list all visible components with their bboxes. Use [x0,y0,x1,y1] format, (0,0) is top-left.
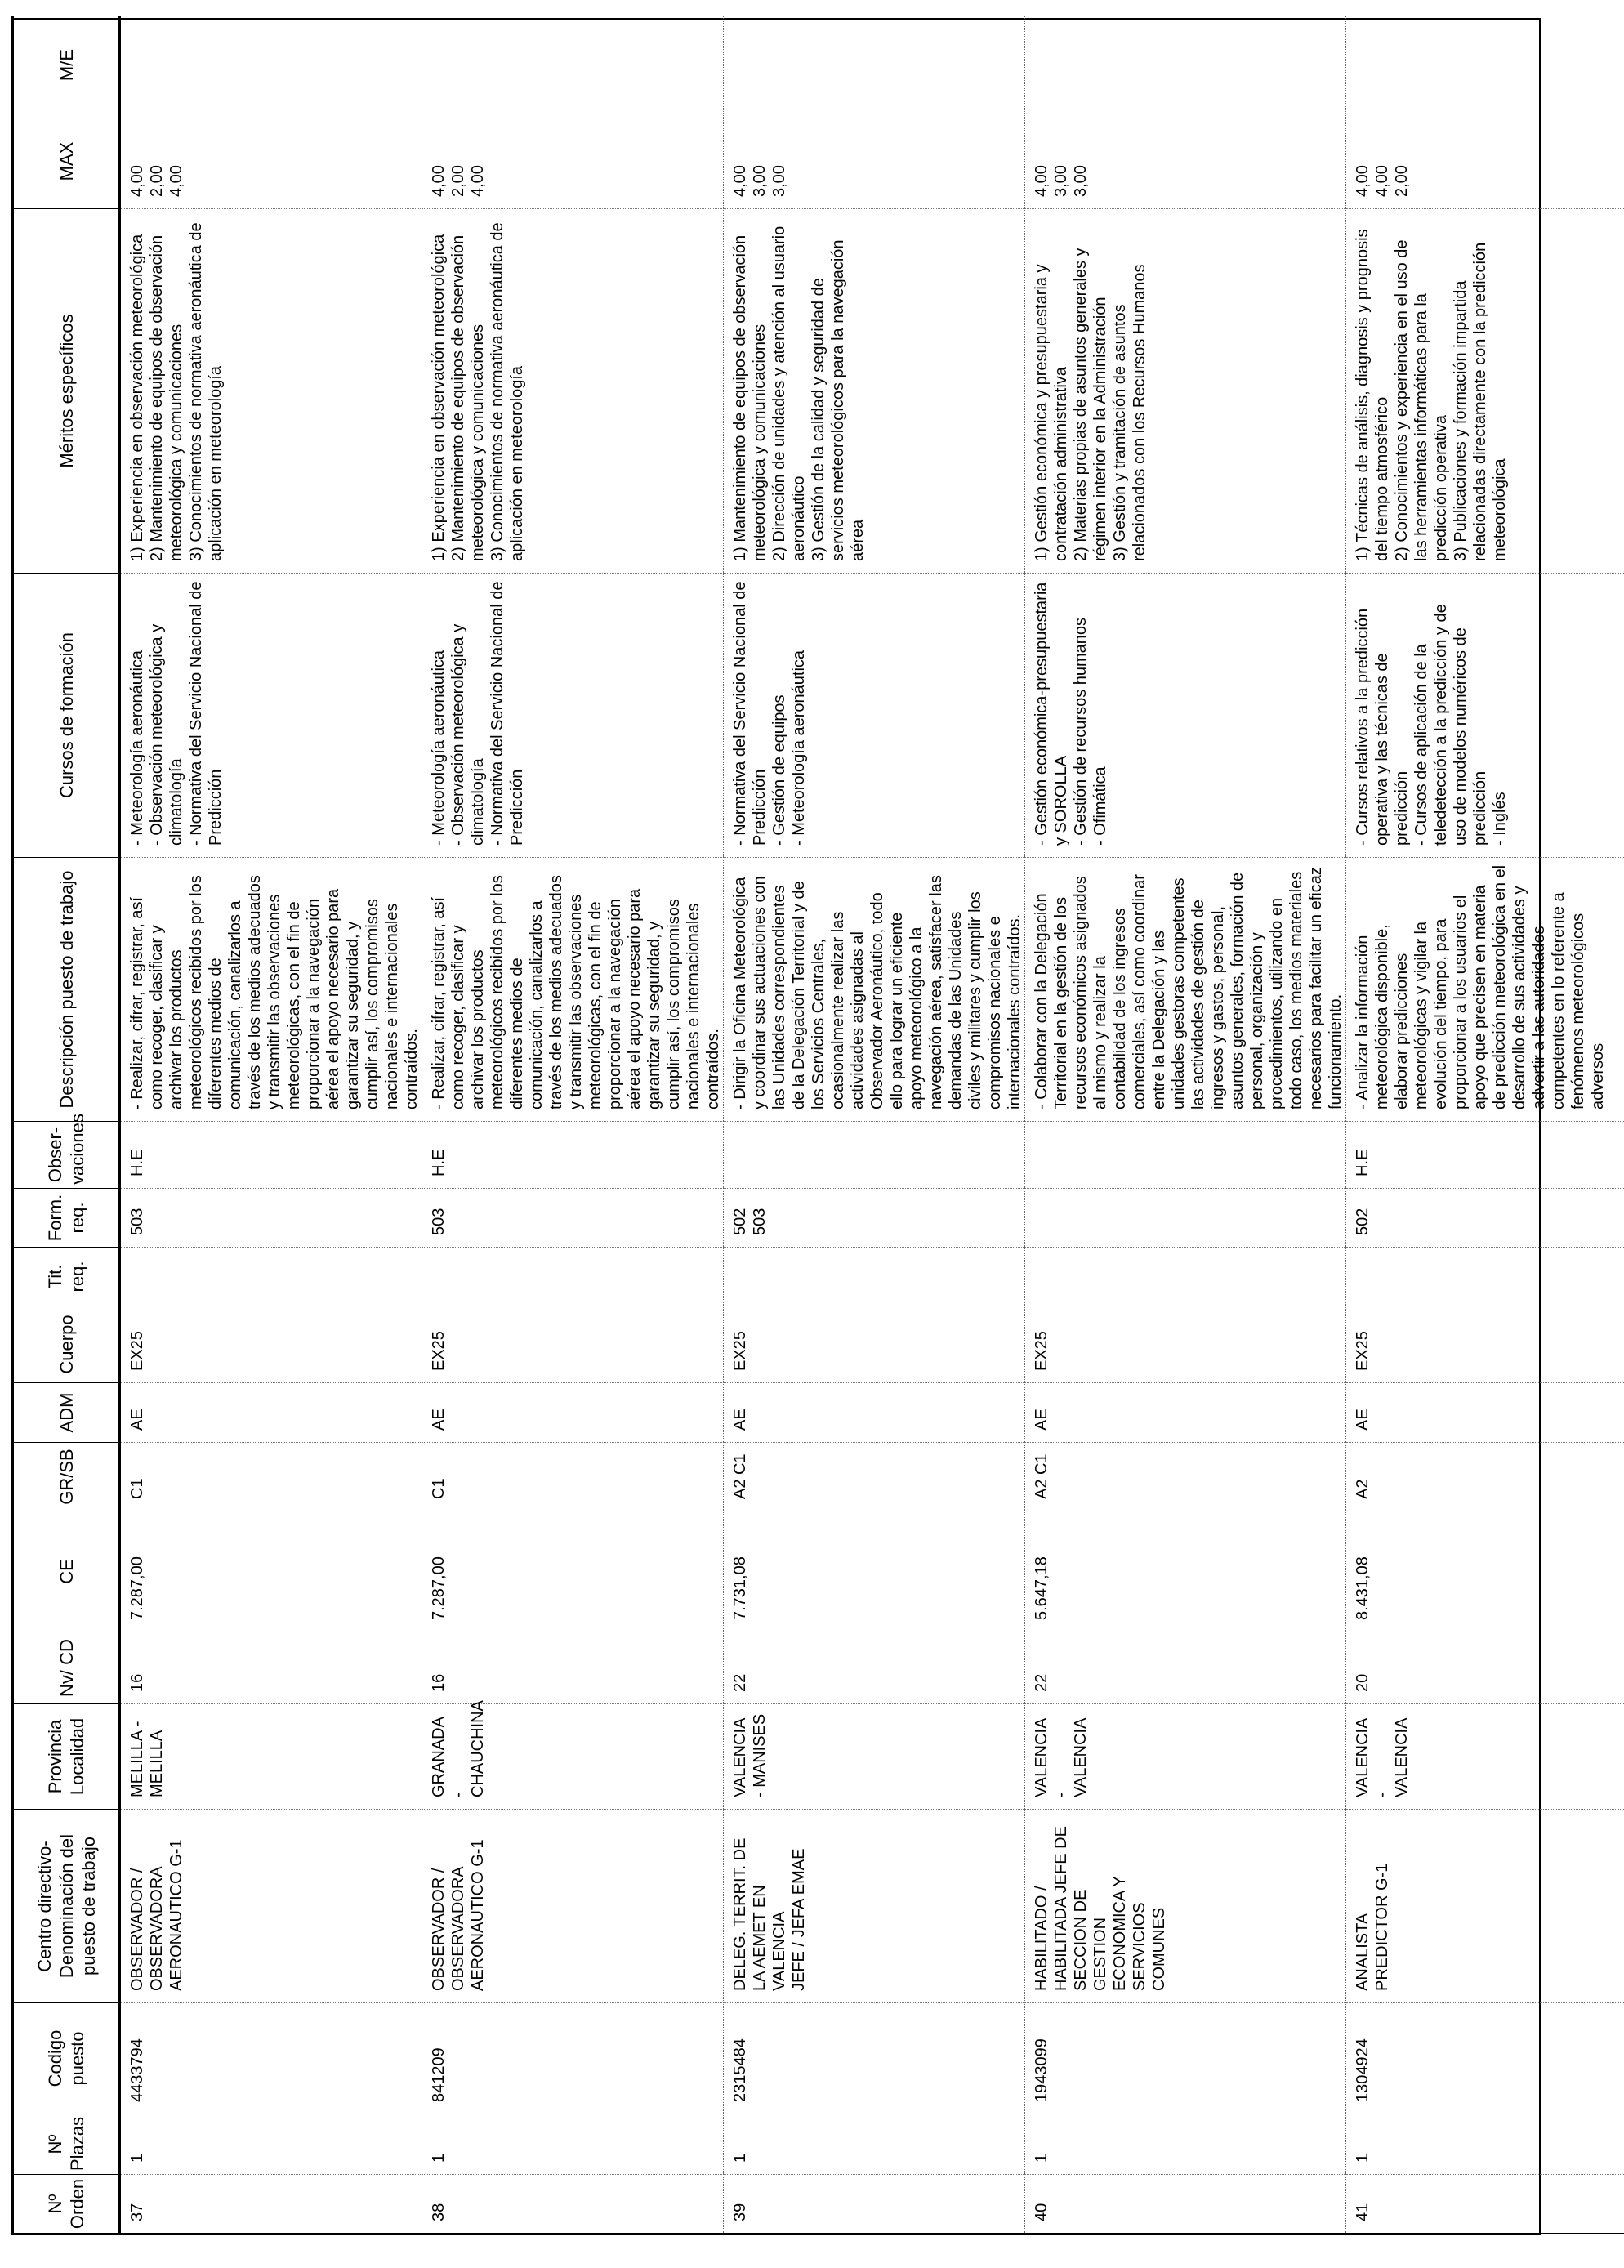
cell-centro [724,1810,1025,2003]
cell-nivel: 20 [1346,1632,1624,1704]
max-item: 2,00 [449,165,467,197]
max-item: 2,00 [148,165,166,197]
cell-titulacion [724,1248,1025,1306]
table-row [1346,16,1624,2234]
cell-observaciones: H.E [1346,1122,1624,1189]
header-max: MAX [13,114,120,209]
max-item: 2,00 [1393,165,1411,197]
cell-orden: 41 [1346,2175,1624,2234]
meritos-item: 2) Conocimientos y experiencia en el uso de las herramientas informáticas para la predicción operativa [1393,239,1450,561]
header-adm: ADM [13,1383,120,1443]
header-plazas: Nº Plazas [13,2114,120,2175]
max-item: 4,00 [1033,165,1051,197]
meritos-item: 2) Mantenimiento de equipos de observación meteorológica y comunicaciones [148,234,185,561]
cell-me [724,16,1025,114]
cell-provincia: GRANADA - CHAUCHINA [422,1704,724,1810]
max-item: 3,00 [770,165,788,197]
cell-ce: 7.731,08 [724,1511,1025,1632]
meritos-item: 3) Gestión de la calidad y seguridad de servicios meteorológicos para la navegación aérea [810,239,867,561]
cell-meritos [724,209,1025,574]
meritos-item: 3) Gestión y tramitación de asuntos relacionados con los Recursos Humanos [1111,264,1149,561]
cell-adm: AE [1346,1383,1624,1443]
cell-descripcion: - Dirigir la Oficina Meteorológica y coordinar sus actuaciones con las Unidades correspondientes de la Delegación Territorial y de los Servicios Centrales, ocasionalmente realizar las actividades asignadas al Observador Aeronáutico, todo ello para lograr un eficiente apoyo meteorológico a la navegación aérea, satisfacer las demandas de las Unidades civiles y militares y cumplir los compromisos nacionales e internacionales contraídos. [724,858,1025,1122]
cell-meritos [1025,209,1346,574]
cell-provincia: VALENCIA - VALENCIA [1346,1704,1624,1810]
cell-ce: 7.287,00 [422,1511,724,1632]
cell-codigo: 841209 [422,2003,724,2114]
cell-observaciones [1025,1122,1346,1189]
meritos-item: 1) Mantenimiento de equipos de observación meteorológica y comunicaciones [731,234,769,561]
header-me: M/E [13,16,120,114]
centro-text: OBSERVADOR / OBSERVADORA AERONAUTICO G-1 [430,1839,487,1991]
max-item: 4,00 [1354,165,1372,197]
cursos-item: - Cursos de aplicación de la teledetección a la predicción y de uso de modelos numéricos de predicción [1412,604,1489,846]
cell-nivel: 16 [422,1632,724,1704]
max-item: 4,00 [128,165,146,197]
cursos-item: - Inglés [1491,792,1509,846]
cell-ce: 7.287,00 [120,1511,422,1632]
cell-orden: 39 [724,2175,1025,2234]
cell-me [1025,16,1346,114]
header-centro: Centro directivo- Denominación del puesto de trabajo [13,1810,120,2003]
cell-descripcion: - Colaborar con la Delegación Territorial en la gestión de los recursos económicos asignados al mismo y realizar la contabilidad de los ingresos comerciales, así como coordinar entre la Delegación y las unidades gestoras competentes las actividades de gestión de ingresos y gastos, personal, asuntos generales, formación de personal, organización y procedimientos, utilizando en todo caso, los medios materiales necesarios para facilitar un eficaz funcionamiento. [1025,858,1346,1122]
cell-grupo: A2 C1 [1025,1443,1346,1511]
header-cursos: Cursos de formación [13,574,120,858]
cell-max [1346,114,1624,209]
header-nivel: Nv/ CD [13,1632,120,1704]
cell-cuerpo: EX25 [724,1306,1025,1383]
cell-centro [120,1810,422,2003]
cell-ce: 8.431,08 [1346,1511,1624,1632]
cell-meritos [422,209,724,574]
cell-cuerpo: EX25 [1025,1306,1346,1383]
cell-grupo: A2 [1346,1443,1624,1511]
table-body [120,16,1624,2234]
cell-formacion: 502 [1346,1189,1624,1248]
header-ce: CE [13,1511,120,1632]
meritos-item: 1) Gestión económica y presupuestaria y contratación administrativa [1033,264,1070,561]
max-item: 4,00 [430,165,448,197]
cell-grupo: C1 [422,1443,724,1511]
cell-nivel: 22 [1025,1632,1346,1704]
job-positions-table [11,16,1624,2234]
cell-cuerpo: EX25 [1346,1306,1624,1383]
header-provincia: Provincia Localidad [13,1704,120,1810]
cell-titulacion [1346,1248,1624,1306]
meritos-item: 1) Experiencia en observación meteorológica [128,234,146,561]
cell-centro [1025,1810,1346,2003]
cell-grupo: A2 C1 [724,1443,1025,1511]
cursos-item: - Gestión de equipos [770,694,788,846]
cell-formacion [1025,1189,1346,1248]
cell-cursos [1025,574,1346,858]
cell-observaciones: H.E [120,1122,422,1189]
cell-titulacion [422,1248,724,1306]
cell-descripcion: - Realizar, cifrar, registrar, así como recoger, clasificar y archivar los productos meteorológicos recibidos por los diferentes medios de comunicación, canalizarlos a través de los medios adecuados y transmitir las observaciones meteorológicas, con el fin de proporcionar a la navegación aérea el apoyo necesario para garantizar su seguridad, y cumplir así, los compromisos nacionales e internacionales contraídos. [120,858,422,1122]
cell-me [120,16,422,114]
cursos-item: - Observación meteorológica y climatología [449,623,487,846]
cursos-item: - Normativa del Servicio Nacional de Predicción [731,581,769,846]
cursos-item: - Gestión económica-presupuestaria y SOROLLA [1033,582,1070,846]
meritos-item: 3) Conocimientos de normativa aeronáutica de aplicación en meteorología [187,222,225,561]
cursos-item: - Cursos relativos a la predicción operativa y las técnicas de predicción [1354,608,1411,846]
cell-formacion: 502 503 [724,1189,1025,1248]
cell-cursos [1346,574,1624,858]
table-row [724,16,1025,2234]
cell-cuerpo: EX25 [120,1306,422,1383]
cursos-item: - Ofimática [1091,766,1109,846]
cell-centro [422,1810,724,2003]
cell-max [1025,114,1346,209]
max-item: 3,00 [1072,165,1090,197]
centro-header-text: DELEG. TERRIT. DE LA AEMET EN VALENCIA [731,1837,788,1991]
table-row [422,16,724,2234]
header-orden: Nº Orden [13,2175,120,2234]
meritos-item: 3) Publicaciones y formación impartida relacionadas directamente con la predicción meteorológica [1452,242,1509,561]
cell-provincia: VALENCIA - MANISES [724,1704,1025,1810]
meritos-item: 2) Dirección de unidades y atención al usuario aeronáutico [770,225,808,561]
meritos-item: 1) Experiencia en observación meteorológica [430,234,448,561]
centro-text: ANALISTA PREDICTOR G-1 [1354,1863,1391,1991]
header-titulacion: Tit. req. [13,1248,120,1306]
max-item: 4,00 [469,165,487,197]
header-formacion: Form. req. [13,1189,120,1248]
cell-titulacion [120,1248,422,1306]
table-frame [11,18,1607,2235]
header-observaciones: Obser- vaciones [13,1122,120,1189]
cell-formacion: 503 [120,1189,422,1248]
cell-max [422,114,724,209]
header-codigo: Codigo puesto [13,2003,120,2114]
cell-codigo: 1304924 [1346,2003,1624,2114]
cell-orden: 38 [422,2175,724,2234]
centro-text: HABILITADO / HABILITADA JEFE DE SECCION DE GESTION ECONOMICA Y SERVICIOS COMUNES [1033,1826,1168,1991]
cell-provincia: MELILLA - MELILLA [120,1704,422,1810]
cursos-item: - Gestión de recursos humanos [1072,617,1090,846]
cell-provincia: VALENCIA - VALENCIA [1025,1704,1346,1810]
cell-me [1346,16,1624,114]
cell-nivel: 22 [724,1632,1025,1704]
cell-cursos [120,574,422,858]
cell-nivel: 16 [120,1632,422,1704]
cell-observaciones [724,1122,1025,1189]
cell-adm: AE [724,1383,1025,1443]
cursos-item: - Meteorología aeronáutica [790,650,808,846]
meritos-item: 1) Técnicas de análisis, diagnosis y prognosis del tiempo atmosférico [1354,229,1391,561]
cell-adm: AE [422,1383,724,1443]
cell-meritos [120,209,422,574]
cell-centro [1346,1810,1624,2003]
cell-descripcion: - Realizar, cifrar, registrar, así como recoger, clasificar y archivar los productos meteorológicos recibidos por los diferentes medios de comunicación, canalizarlos a través de los medios adecuados y transmitir las observaciones meteorológicas, con el fin de proporcionar a la navegación aérea el apoyo necesario para garantizar su seguridad, y cumplir así, los compromisos nacionales e internacionales contraídos. [422,858,724,1122]
cursos-item: - Meteorología aeronáutica [430,650,448,846]
cell-ce: 5.647,18 [1025,1511,1346,1632]
header-descripcion: Descripción puesto de trabajo [13,858,120,1122]
header-grupo: GR/SB [13,1443,120,1511]
table-row [120,16,422,2234]
max-item: 4,00 [1373,165,1391,197]
max-item: 3,00 [751,165,769,197]
cell-cursos [422,574,724,858]
cell-plazas: 1 [724,2114,1025,2175]
cell-descripcion: - Analizar la información meteorológica disponible, elaborar predicciones meteorológicas y vigilar la evolución del tiempo, para proporcionar a los usuarios el apoyo que precisen en materia de predicción meteorológica en el desarrollo de sus actividades y advertir a las autoridades competentes en lo referente a fenómenos meteorológicos adversos [1346,858,1624,1122]
max-item: 4,00 [167,165,185,197]
header-row [13,16,120,2234]
cursos-item: - Observación meteorológica y climatología [148,623,185,846]
header-cuerpo: Cuerpo [13,1306,120,1383]
cell-codigo: 2315484 [724,2003,1025,2114]
max-item: 3,00 [1052,165,1070,197]
cell-codigo: 4433794 [120,2003,422,2114]
cell-orden: 37 [120,2175,422,2234]
cell-plazas: 1 [422,2114,724,2175]
header-meritos: Méritos específicos [13,209,120,574]
cursos-item: - Normativa del Servicio Nacional de Predicción [187,581,225,846]
cell-observaciones: H.E [422,1122,724,1189]
cell-cuerpo: EX25 [422,1306,724,1383]
cell-me [422,16,724,114]
cursos-item: - Normativa del Servicio Nacional de Predicción [489,581,526,846]
cell-formacion: 503 [422,1189,724,1248]
cell-meritos [1346,209,1624,574]
centro-text: JEFE / JEFA EMAE [790,1848,808,1991]
cell-max [120,114,422,209]
meritos-item: 2) Materias propias de asuntos generales y régimen interior en la Administración [1072,248,1109,561]
cell-max [724,114,1025,209]
cell-titulacion [1025,1248,1346,1306]
cursos-item: - Meteorología aeronáutica [128,650,146,846]
cell-codigo: 1943099 [1025,2003,1346,2114]
meritos-item: 3) Conocimientos de normativa aeronáutica de aplicación en meteorología [489,222,526,561]
cell-adm: AE [1025,1383,1346,1443]
max-item: 4,00 [731,165,749,197]
cell-cursos [724,574,1025,858]
cell-orden: 40 [1025,2175,1346,2234]
cell-adm: AE [120,1383,422,1443]
cell-plazas: 1 [1346,2114,1624,2175]
centro-text: OBSERVADOR / OBSERVADORA AERONAUTICO G-1 [128,1839,185,1991]
cell-grupo: C1 [120,1443,422,1511]
meritos-item: 2) Mantenimiento de equipos de observación meteorológica y comunicaciones [449,234,487,561]
cell-plazas: 1 [1025,2114,1346,2175]
cell-plazas: 1 [120,2114,422,2175]
table-row [1025,16,1346,2234]
